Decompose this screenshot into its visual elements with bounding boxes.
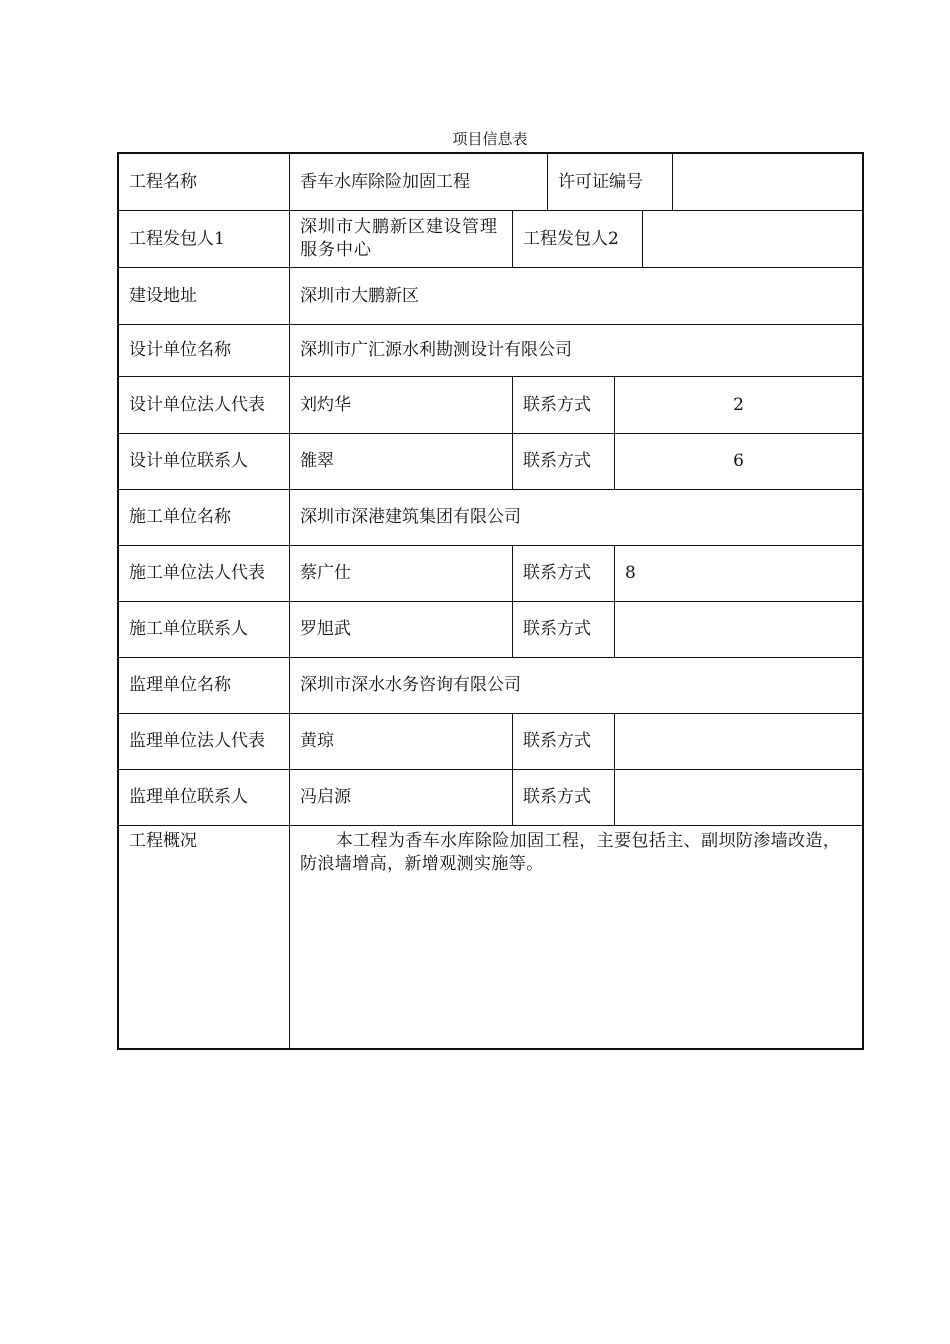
supervision-unit-name-value: 深圳市深水水务咨询有限公司 <box>300 675 521 695</box>
design-legal-rep-label: 设计单位法人代表 <box>129 394 265 415</box>
construction-address-value: 深圳市大鹏新区 <box>300 285 419 306</box>
design-legal-rep-value: 刘灼华 <box>300 394 351 415</box>
construction-legal-rep-label: 施工单位法人代表 <box>129 563 265 583</box>
supervision-legal-rep-contact-value <box>615 714 862 769</box>
client-1-label: 工程发包人1 <box>129 228 225 249</box>
supervision-legal-rep-contact-label: 联系方式 <box>523 731 591 751</box>
supervision-contact-label: 联系方式 <box>523 787 591 807</box>
client-1-text: 深圳市大鹏新区建设管理服务中心 <box>300 217 498 260</box>
client-2-label: 工程发包人2 <box>523 228 619 249</box>
construction-legal-rep-contact-label: 联系方式 <box>523 563 591 583</box>
design-contact-person-value: 雒翠 <box>300 451 334 471</box>
design-contact-person-label: 设计单位联系人 <box>129 451 248 471</box>
design-unit-name-label: 设计单位名称 <box>129 340 231 360</box>
design-contact-value: 6 <box>733 451 744 471</box>
project-overview-label: 工程概况 <box>129 831 197 851</box>
construction-unit-name-value: 深圳市深港建筑集团有限公司 <box>300 507 521 527</box>
construction-contact-person-value: 罗旭武 <box>300 619 351 639</box>
construction-contact-label: 联系方式 <box>523 619 591 639</box>
project-overview-value <box>290 826 862 1048</box>
construction-address-label: 建设地址 <box>129 285 197 306</box>
construction-unit-name-label: 施工单位名称 <box>129 507 231 527</box>
design-unit-name-value: 深圳市广汇源水利勘测设计有限公司 <box>300 340 572 360</box>
construction-legal-rep-value: 蔡广仕 <box>300 563 351 583</box>
construction-contact-value <box>615 602 862 657</box>
design-legal-rep-contact-value: 2 <box>733 394 744 415</box>
design-contact-label: 联系方式 <box>523 451 591 471</box>
permit-number-label: 许可证编号 <box>558 171 643 192</box>
supervision-contact-person-value: 冯启源 <box>300 787 351 807</box>
design-legal-rep-contact-label: 联系方式 <box>523 394 591 415</box>
supervision-contact-person-label: 监理单位联系人 <box>129 787 248 807</box>
client-2-value <box>643 211 862 267</box>
client-1-value <box>290 211 512 267</box>
project-overview-text: 本工程为香车水库除险加固工程，主要包括主、副坝防渗墙改造，防浪墙增高，新增观测实施等。 <box>300 831 841 874</box>
supervision-legal-rep-value: 黄琼 <box>300 731 334 751</box>
permit-number-value <box>673 154 862 210</box>
supervision-unit-name-label: 监理单位名称 <box>129 675 231 695</box>
project-name-value: 香车水库除险加固工程 <box>300 171 470 192</box>
supervision-legal-rep-label: 监理单位法人代表 <box>129 731 265 751</box>
construction-contact-person-label: 施工单位联系人 <box>129 619 248 639</box>
page-title: 项目信息表 <box>452 130 528 148</box>
supervision-contact-value <box>615 770 862 825</box>
project-name-label: 工程名称 <box>129 171 197 192</box>
construction-legal-rep-contact-value: 8 <box>625 563 636 583</box>
project-info-table <box>117 152 864 1050</box>
